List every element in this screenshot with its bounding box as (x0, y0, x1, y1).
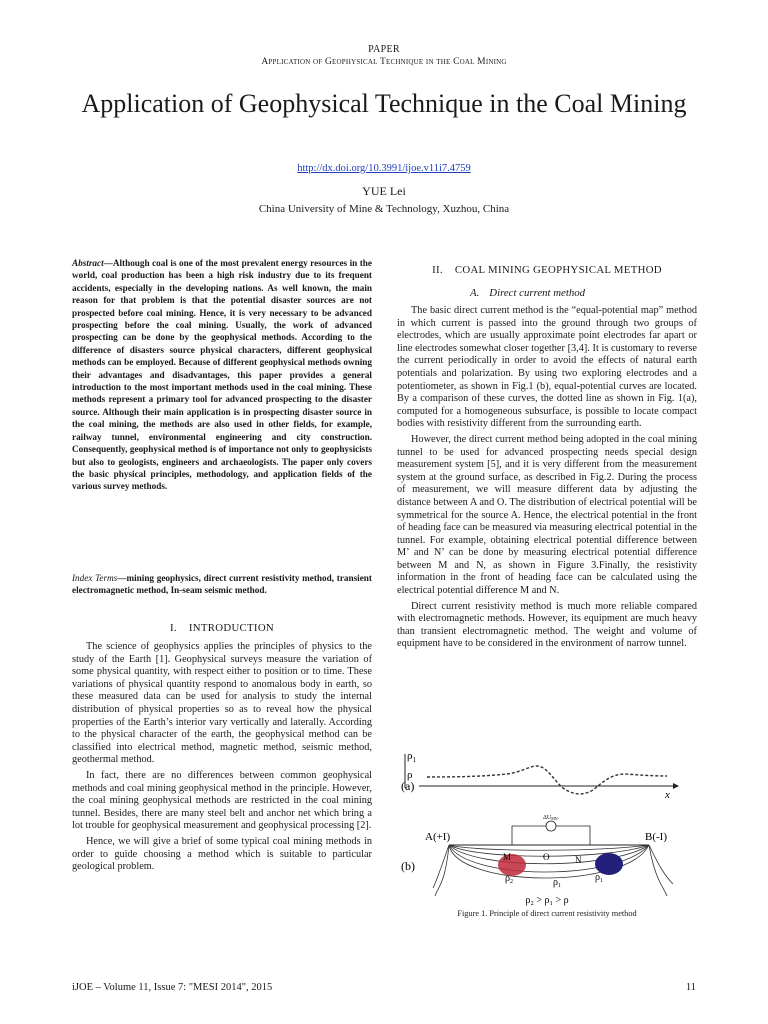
paragraph: However, the direct current method being adopted in the coal mining tunnel to be used for advanced prospecting needs special design measurement system [5], and it is very different from the measurement system at the ground surface, as described in Fig.2. During the process of measurement, we will measure different data by adjusting the distance between A and O. The distribution of electrical potential will be symmetrical for the source A. Hence, the electrical potential in the front of heading face can be measured via measuring electrical potential in the tunnel. For example, obtaining electrical potential difference between M’ and N’ can be done by measuring electrical potential difference between M and N, as shown in Figure 3.Finally, the resistivity information in the front of heading face can be calculated using the electrical potential difference M and N. (397, 433, 697, 597)
running-title: Application of Geophysical Technique in the Coal Mining (261, 57, 507, 67)
doi-link[interactable]: http://dx.doi.org/10.3991/ijoe.v11i7.4759 (297, 163, 471, 174)
paragraph: The science of geophysics applies the principles of physics to the study of the Earth [1]. Geophysical surveys measure the variation of some physical quantity, with respect either to position or to time. These variations of physical quantity respond to anomalous body in earth, so these measured data can be used for analysis to study the internal distribution of physical properties so as to reveal how the physical properties of the Earth’s interior vary vertically and laterally. According to the physical character of the earth, the geophysical method can be classified into electrical method, magnetic method, seismic method, geothermal method. (72, 641, 372, 766)
author-name: YUE Lei (362, 184, 406, 198)
paragraph: In fact, there are no differences between common geophysical methods and coal mining geophysical method in the principle. However, the coal mining geophysical methods are restricted in the coal mining tunnel. Besides, there are many steel belt and anchor net which bring a lot trouble for geophysical measurement and geophysical processing [2]. (72, 769, 372, 832)
electrode-b-label: B(-I) (645, 831, 667, 843)
section-heading-methods: II. COAL MINING GEOPHYSICAL METHOD (432, 264, 662, 276)
subsection-letter: A. (470, 287, 480, 299)
author-affiliation: China University of Mine & Technology, Xuzhou, China (258, 203, 510, 215)
footer-journal: iJOE – Volume 11, Issue 7: "MESI 2014", 2015 (72, 982, 273, 993)
methods-body (397, 305, 697, 654)
index-terms-lead: Index Terms (72, 573, 118, 583)
rho-top-label: $\rho_1$ (407, 750, 416, 764)
electrode-a-label: A(+I) (425, 831, 451, 843)
section-heading-introduction: I. INTRODUCTION (169, 622, 275, 634)
paper-title: Application of Geophysical Technique in the Coal Mining (81, 89, 687, 118)
subsection-name: Direct current method (489, 287, 586, 299)
abstract-text: —Although coal is one of the most prevalent energy resources in the world, coal production has been a high risk industry due to its frequent accidents, especially in the developing nations. As well known, the main reason for that problem is that the potential disaster sources are not prospected before coal mining. Hence, it is very necessary to be advanced prospecting before the coal mining. Usually, the work of advanced prospecting can be done by the geophysical methods. According to the difference of disasters source physical characters, different geophysical methods can be employed. Because of different geophysical methods owning their advantages and disadvantages, this paper provides a general introduction to the most important methods used in the coal mining. These methods represent a primary tool for advanced prospecting to the disaster source. Although their main application is in prospecting disaster source in the coal mining, the methods are also used in other fields, for example, railway tunnel, environmental engineering and city construction. Consequently, geophysical method is of importance not only to geophysicists but also to geologists, engineers and archaeologists. The paper only covers the basic physical principles, methodology, and application fields of the various survey methods. (72, 258, 372, 492)
figure-1 (397, 748, 697, 908)
paragraph: Hence, we will give a brief of some typical coal mining methods in order to guide choosing a method which is suitable to particular geological problem. (72, 835, 372, 873)
rho-body-left-label: $\rho_2$ (505, 873, 513, 885)
rho-mid-label: ρ (407, 769, 413, 781)
point-m-label: M (503, 852, 512, 862)
meter-icon (546, 821, 556, 831)
header-label: PAPER (368, 44, 400, 55)
apparent-resistivity-curve (427, 766, 667, 794)
point-n-label: N (575, 855, 582, 865)
label-a: (a) (401, 779, 415, 793)
abstract (72, 257, 372, 493)
page-number: 11 (685, 982, 696, 993)
label-b: (b) (401, 859, 415, 873)
rho-body-right-label: $\rho_1$ (595, 872, 603, 884)
x-axis-label: x (665, 789, 670, 801)
current-lines (433, 845, 673, 896)
rho-medium-label: $\rho_1$ (553, 877, 561, 889)
introduction-body (72, 641, 372, 877)
index-terms-text: —mining geophysics, direct current resistivity method, transient electromagnetic method, In-seam seismic method. (72, 573, 372, 596)
index-terms (72, 572, 372, 597)
paragraph: Direct current resistivity method is much more reliable compared with electromagnetic methods. However, its equipment are much heavy than transient electromagnetic method. The weight and volume of equipment have to be considered in the environment of narrow tunnel. (397, 600, 697, 650)
paragraph: The basic direct current method is the “equal-potential map” method in which current is passed into the ground through two groups of electrodes, which are usually approximate point electrodes far apart or line electrodes somewhat closer together [3,4]. It is customary to reverse the current periodically in order to avoid the effects of natural earth potentials and polarization. By using two exploring electrodes and a potentiometer, as shown in Fig.1 (b), equal-potential curves are located. By a comparison of these curves, the dotted line as shown in Fig. 1(a), computed for a homogeneous subsurface, is possible to locate compact bodies with resistivity different from the surrounding earth. (397, 305, 697, 430)
subsection-heading (470, 287, 585, 299)
resistivity-relation: ρ₂ > ρ₁ > ρ (525, 895, 569, 906)
x-axis-arrow (673, 783, 679, 789)
meter-label: ΔUMN (543, 815, 558, 821)
abstract-lead: Abstract (72, 258, 104, 268)
point-o-label: O (543, 852, 550, 862)
figure-1-caption: Figure 1. Principle of direct current resistivity method (457, 909, 637, 918)
